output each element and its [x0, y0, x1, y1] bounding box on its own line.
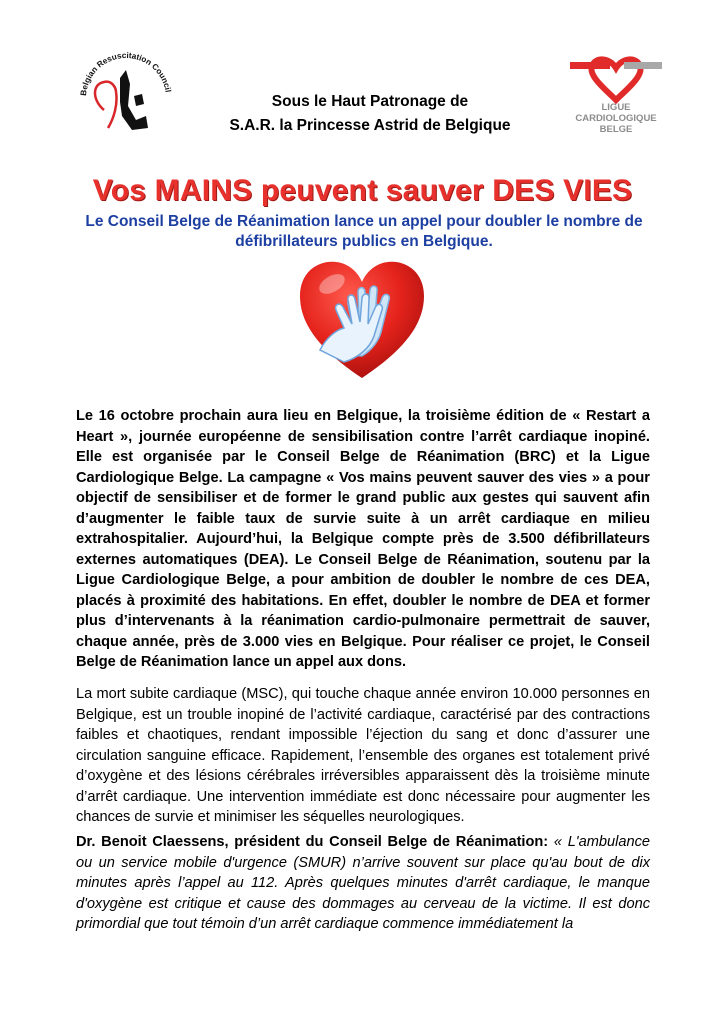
lcb-logo-line-3: BELGE — [599, 124, 633, 135]
brc-logo-text: Belgian Resuscitation Council — [78, 50, 173, 97]
lcb-logo-line-2: CARDIOLOGIQUE — [575, 113, 657, 124]
quote-speaker: Dr. Benoit Claessens, président du Conseil Belge de Réanimation: — [76, 834, 554, 850]
quote-text: « L'ambulance ou un service mobile d'urgence (SMUR) n’arrive souvent sur place qu'au bout de dix minutes après l’appel au 112. Après quelques minutes d'arrêt cardiaque, le manque d'oxygène est critique et cause des dommages au cerveau de la victime. Il est donc primordial que tout témoin d’un arrêt cardiaque commence immédiatement la — [76, 834, 650, 932]
patronage-block — [180, 90, 560, 138]
paragraph-quote — [76, 832, 650, 935]
patronage-line-1: Sous le Haut Patronage de — [271, 93, 469, 110]
ligue-cardiologique-belge-logo — [566, 46, 666, 146]
main-title: Vos MAINS peuvent sauver DES VIES — [92, 174, 633, 207]
patronage-line-2: S.A.R. la Princesse Astrid de Belgique — [229, 117, 511, 134]
paragraph-sudden-cardiac-death: La mort subite cardiaque (MSC), qui touche chaque année environ 10.000 personnes en Belgique, est un trouble inopiné de l’activité cardiaque, caractérisé par des contractions faibles et chaotiques, rendant impossible l’éjection du sang et donc d’assurer une circulation sanguine efficace. Rapidement, l’ensemble des organes est totalement privé d’oxygène et des lésions cérébrales irréversibles apparaissent dès la troisième minute d’arrêt cardiaque. Une intervention immédiate est donc nécessaire pour augmenter les chances de survie et minimiser les séquelles neurologiques. — [76, 686, 650, 825]
lcb-logo-line-1: LIGUE — [601, 102, 631, 113]
paragraph-restart-a-heart: Le 16 octobre prochain aura lieu en Belgique, la troisième édition de « Restart a Heart », journée européenne de sensibilisation contre l’arrêt cardiaque inopiné. Elle est organisée par le Conseil Belge de Réanimation (BRC) et la Ligue Cardiologique Belge. La campagne « Vos mains peuvent sauver des vies » a pour objectif de sensibiliser et de former le grand public aux gestes qui sauvent afin d’augmenter le faible taux de survie suite à un arrêt cardiaque en milieu extrahospitalier. Aujourd’hui, la Belgique compte près de 3.500 défibrillateurs externes automatiques (DEA). Le Conseil Belge de Réanimation, soutenu par la Ligue Cardiologique Belge, a pour ambition de doubler le nombre de ces DEA, placés à proximité des habitations. En effet, doubler le nombre de DEA et former plus d’intervenants à la réanimation cardio-pulmonaire permettrait de sauver, chaque année, près de 3.000 vies en Belgique. Pour réaliser ce projet, le Conseil Belge de Réanimation lance un appel aux dons. — [76, 408, 650, 670]
belgian-resuscitation-council-logo — [74, 40, 174, 140]
subtitle: Le Conseil Belge de Réanimation lance un appel pour doubler le nombre de défibrillateurs publics en Belgique. — [85, 213, 643, 250]
heart-with-hands-icon — [296, 258, 428, 382]
